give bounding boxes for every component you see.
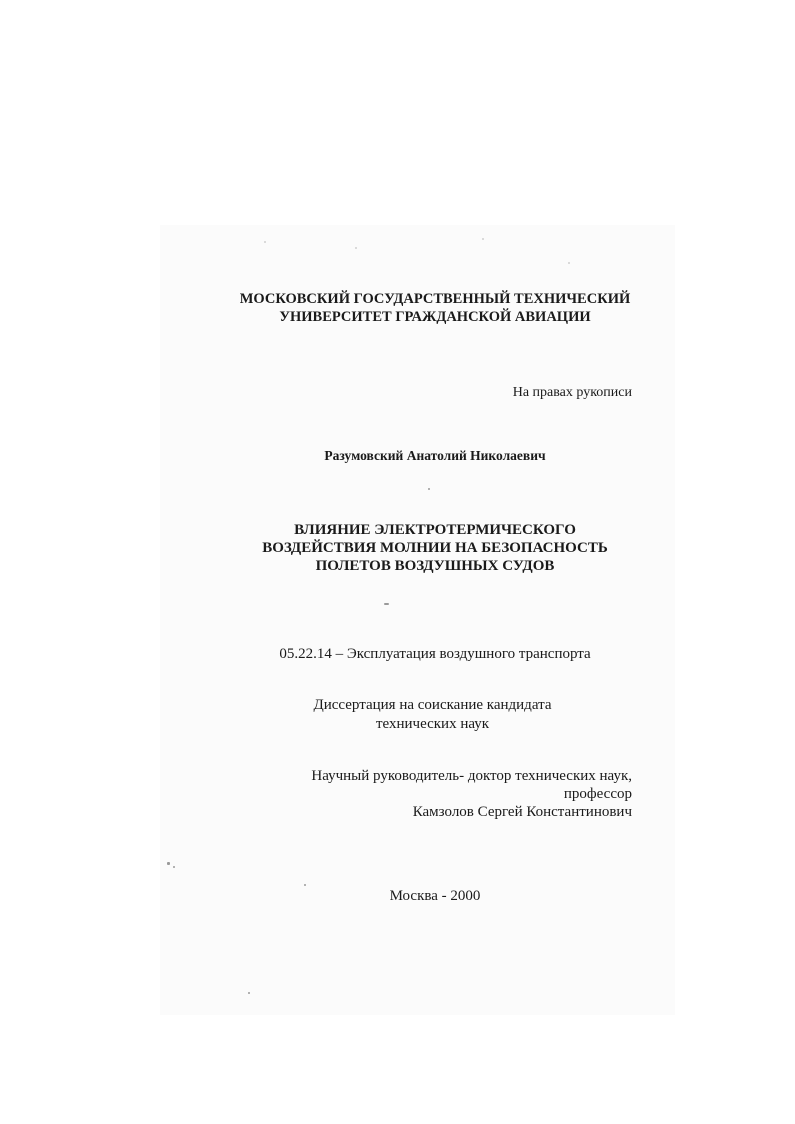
title-line-1: ВЛИЯНИЕ ЭЛЕКТРОТЕРМИЧЕСКОГО bbox=[294, 522, 576, 538]
dissertation-degree bbox=[250, 697, 615, 735]
rights-note: На правах рукописи bbox=[512, 385, 632, 400]
author-name: Разумовский Анатолий Николаевич bbox=[324, 448, 546, 463]
scan-speck bbox=[428, 488, 430, 490]
scan-speck bbox=[384, 603, 389, 605]
university-heading bbox=[200, 291, 670, 327]
scientific-supervisor bbox=[311, 768, 632, 822]
supervisor-line-3: Камзолов Сергей Константинович bbox=[412, 804, 632, 820]
supervisor-line-1: Научный руководитель- доктор технических наук, bbox=[311, 768, 632, 784]
specialty-code: 05.22.14 – Эксплуатация воздушного транспорта bbox=[279, 646, 591, 662]
university-line-2: УНИВЕРСИТЕТ ГРАЖДАНСКОЙ АВИАЦИИ bbox=[279, 309, 591, 325]
scan-speck bbox=[355, 247, 357, 249]
dissertation-title bbox=[200, 522, 670, 576]
supervisor-line-2: профессор bbox=[563, 786, 632, 802]
title-line-3: ПОЛЕТОВ ВОЗДУШНЫХ СУДОВ bbox=[315, 558, 555, 574]
degree-line-2: технических наук bbox=[375, 716, 490, 732]
degree-line-1: Диссертация на соискание кандидата bbox=[313, 697, 552, 713]
scan-speck bbox=[264, 241, 266, 243]
scan-speck bbox=[167, 862, 170, 865]
scan-speck bbox=[568, 262, 570, 264]
university-line-1: МОСКОВСКИЙ ГОСУДАРСТВЕННЫЙ ТЕХНИЧЕСКИЙ bbox=[239, 291, 631, 307]
scan-speck bbox=[173, 866, 175, 868]
scan-speck bbox=[304, 884, 306, 886]
title-line-2: ВОЗДЕЙСТВИЯ МОЛНИИ НА БЕЗОПАСНОСТЬ bbox=[262, 540, 608, 556]
place-and-year: Москва - 2000 bbox=[389, 888, 481, 904]
scan-speck bbox=[248, 992, 250, 994]
scan-speck bbox=[482, 238, 484, 240]
